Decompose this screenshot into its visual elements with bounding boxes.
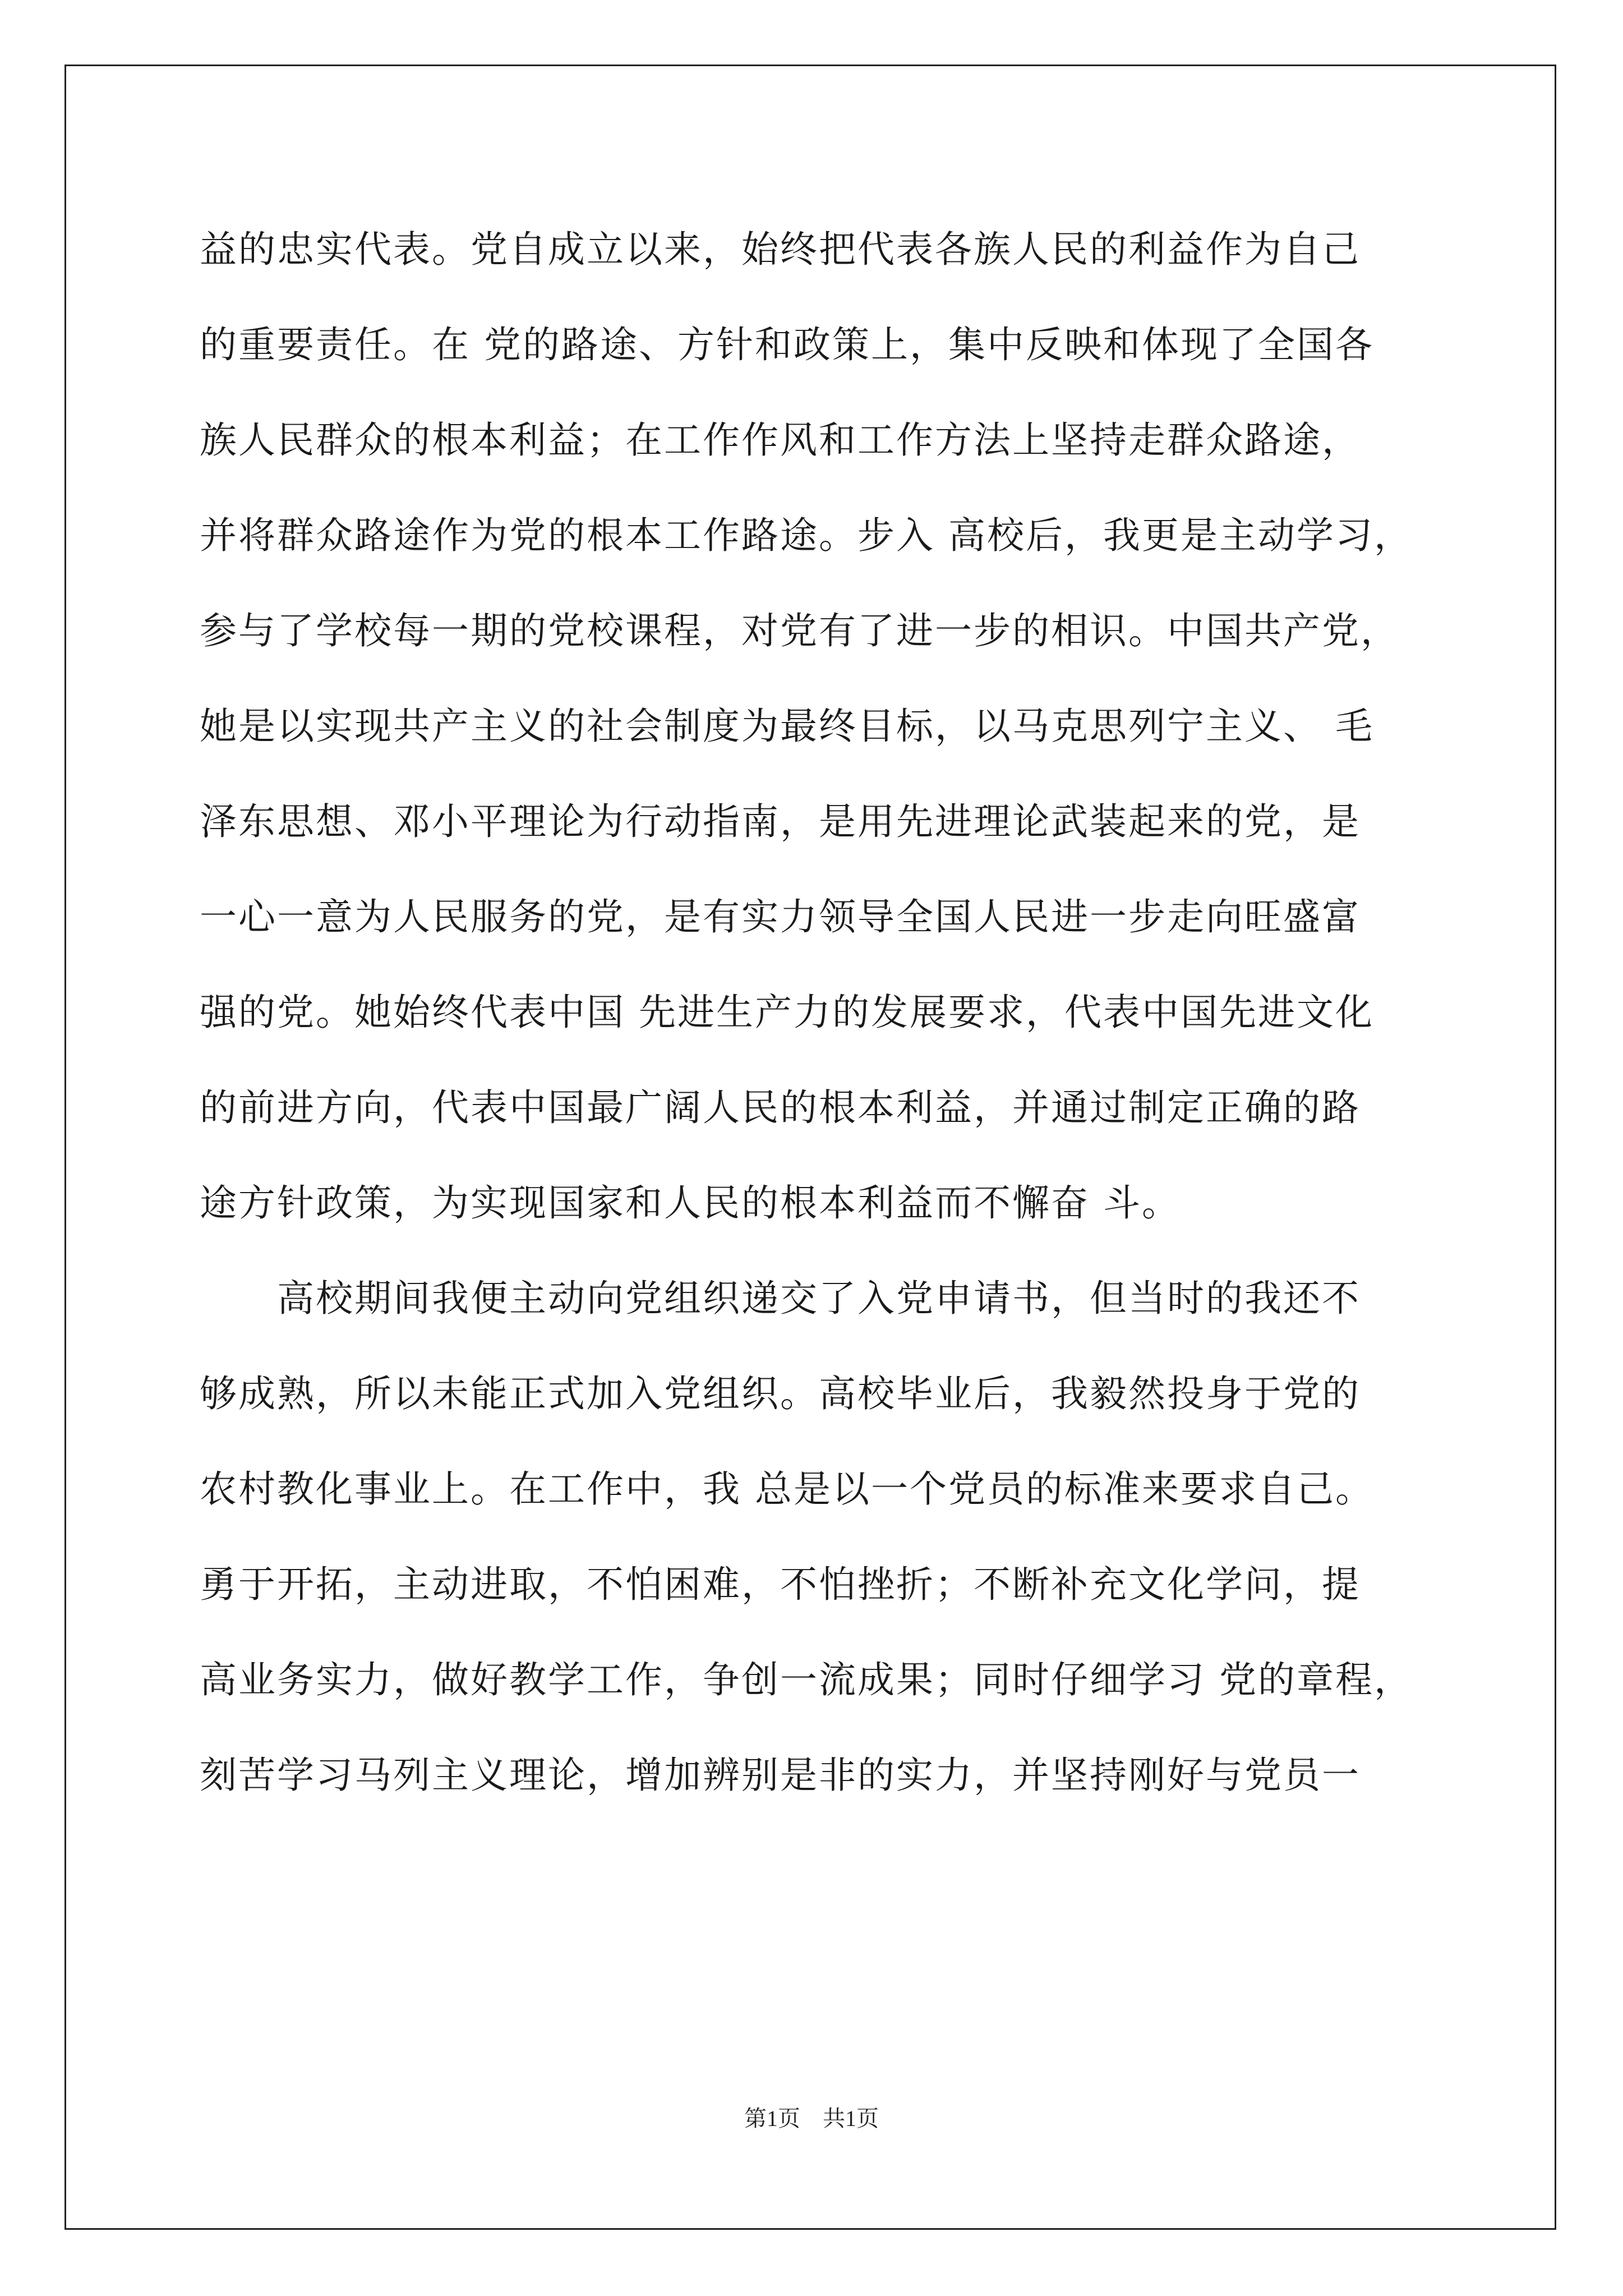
page-border [64,65,1556,2230]
text-line: 高校期间我便主动向党组织递交了入党申请书，但当时的我还不 [200,1277,1361,1320]
page-number-footer: 第1页 共1页 [744,2106,879,2131]
text-line: 农村教化事业上。在工作中，我 总是以一个党员的标准来要求自己。 [200,1467,1374,1511]
text-line: 勇于开拓，主动进取，不怕困难，不怕挫折；不断补充文化学问，提 [200,1563,1361,1606]
text-line: 刻苦学习马列主义理论，增加辨别是非的实力，并坚持刚好与党员一 [200,1754,1361,1797]
text-line: 一心一意为人民服务的党，是有实力领导全国人民进一步走向旺盛富 [200,895,1361,938]
text-line: 参与了学校每一期的党校课程，对党有了进一步的相识。中国共产党， [200,609,1399,652]
text-line: 的重要责任。在 党的路途、方针和政策上，集中反映和体现了全国各 [200,323,1374,366]
text-line: 途方针政策，为实现国家和人民的根本利益而不懈奋 斗。 [200,1181,1181,1225]
text-line: 的前进方向，代表中国最广阔人民的根本利益，并通过制定正确的路 [200,1086,1361,1129]
text-line: 泽东思想、邓小平理论为行动指南，是用先进理论武装起来的党，是 [200,800,1361,843]
text-line: 族人民群众的根本利益；在工作作风和工作方法上坚持走群众路途， [200,418,1361,462]
text-line: 够成熟，所以未能正式加入党组织。高校毕业后，我毅然投身于党的 [200,1372,1361,1415]
text-line: 她是以实现共产主义的社会制度为最终目标，以马克思列宁主义、 毛 [200,705,1374,748]
text-line: 并将群众路途作为党的根本工作路途。步入 高校后，我更是主动学习， [200,514,1413,557]
text-line: 高业务实力，做好教学工作，争创一流成果；同时仔细学习 党的章程， [200,1658,1413,1701]
text-line: 益的忠实代表。党自成立以来，始终把代表各族人民的利益作为自己 [200,228,1361,271]
text-line: 强的党。她始终代表中国 先进生产力的发展要求，代表中国先进文化 [200,991,1374,1034]
